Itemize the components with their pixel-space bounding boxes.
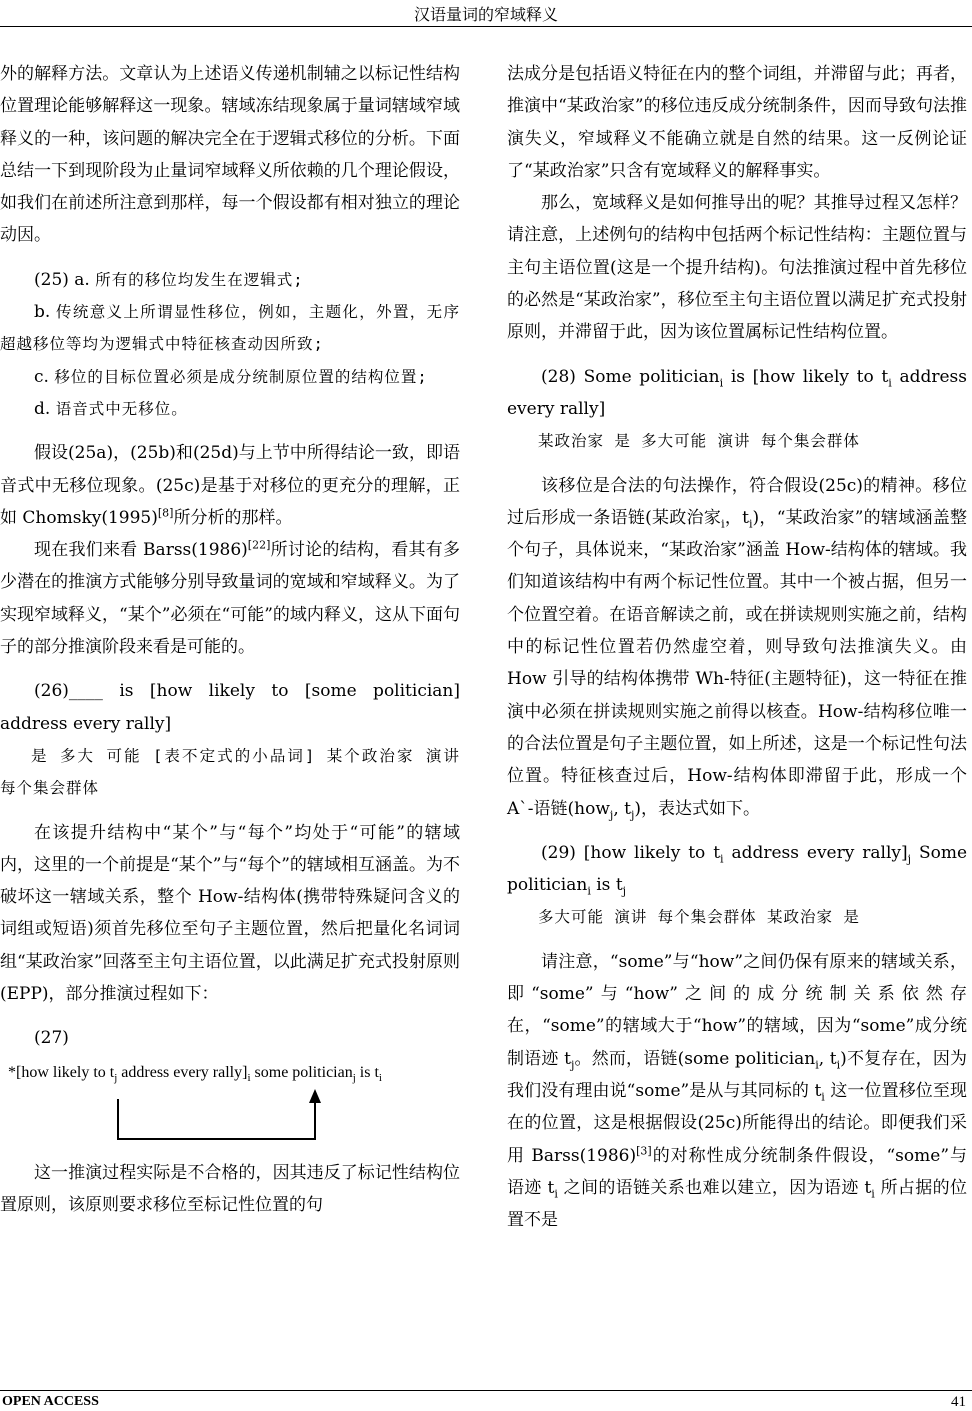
paragraph: 在该提升结构中“某个”与“每个”均处于“可能”的辖域内，这里的一个前提是“某个”与“每个”的辖域相互涵盖。为不破坏这一辖域关系，整个 How-结构体(携带特殊疑问含义的词组或短语)须首先移位至句子主题位置，然后把量化名词词组“某政治家”回落至主句主语位置，以此满足扩充式投射原则(EPP)，部分推演过程如下： [0,822,460,1005]
right-column [507,58,967,1236]
example-29-gloss: 多大可能 演讲 每个集会群体 某政治家 是 [538,908,860,927]
example-25d: d. 语音式中无移位。 [34,398,188,419]
paragraph: 该移位是合法的句法操作，符合假设(25c)的精神。移位过后形成一条语链(某政治家$_i$，$t_i$)，“某政治家”的辖域涵盖整个句子，具体说来，“某政治家”涵盖 How-结构体的辖域。我们知道该结构中有两个标记性位置。其中一个被占据，但另一个位置空着。在语音解读之前，或在拼读规则实施之前，结构中的标记性位置若仍然虚空着，则导致句法推演失义。由 How 引导的结构体携带 Wh-特征(主题特征)，这一特征在推演中必须在拼读规则实施之前得以核查。How-结构移位唯一的合法位置是句子主题位置，如上所述，这是一个标记性句法位置。特征核查过后，How-结构体即滞留于此，形成一个 A`-语链(how$_j$, $t_j$)，表达式如下。 [507,475,967,821]
example-28: (28) Some politician$_i$ is [how likely to $t_i$ address every rally] [507,366,967,419]
footer-open-access: OPEN ACCESS [2,1394,99,1409]
example-25a: (25) a. 所有的移位均发生在逻辑式; [34,269,304,290]
paragraph: 请注意，“some”与“how”之间仍保有原来的辖域关系，即“some”与“how”之间的成分统制关系依然存在，“some”的辖域大于“how”的辖域，因为“some”成分统制语迹 $t_j$。然而，语链(some politician$_i$, $t_i$)不复存在，因为我们没有理由说“some”是从与其同标的 $t_i$ 这一位置移位至现在的位置，这是根据假设(25c)所能得出的结论。即便我们采用 Barss(1986)[3]的对称性成分统制条件假设，“some”与语迹 $t_i$ 之间的语链关系也难以建立，因为语迹 $t_i$ 所占据的位置不是 [507,951,968,1231]
example-25b: b. 传统意义上所谓显性移位，例如，主题化，外置，无序超越移位等均为逻辑式中特征核查动因所致; [0,302,460,354]
paragraph: 法成分是包括语义特征在内的整个词组，并滞留与此；再者，推演中“某政治家”的移位违反成分统制条件，因而导致句法推演失义，窄域释义不能确立就是自然的结果。这一反例论证了“某政治家”只含有宽域释义的解释事实。 [507,64,967,181]
paragraph: 那么，宽域释义是如何推导出的呢？其推导过程又怎样？请注意，上述例句的结构中包括两个标记性结构：主题位置与主句主语位置(这是一个提升结构)。句法推演过程中首先移位的必然是“某政治家”，移位至主句主语位置以满足扩充式投射原则，并滞留于此，因为该位置属标记性结构位置。 [507,193,967,343]
example-25c: c. 移位的目标位置必须是成分统制原位置的结构位置; [34,366,428,387]
paragraph: 假设(25a)，(25b)和(25d)与上节中所得结论一致，即语音式中无移位现象。(25c)是基于对移位的更充分的理解，正如 Chomsky(1995)[8]所分析的那样。 [0,443,460,528]
derivation-formula: *[how likely to $t_j$ address every $rally]_i$ some politician$_j$ is $t_i$ [8,1063,382,1084]
example-26: (26)____ is [how likely to [some politician] address every rally] [0,681,460,734]
running-header: 汉语量词的窄域释义 [413,5,558,24]
footer-rule [0,1390,972,1391]
left-column [0,58,460,1221]
paragraph: 这一推演过程实际是不合格的，因其违反了标记性结构位置原则，该原则要求移位至标记性位置的句 [0,1162,460,1215]
page-number: 41 [951,1394,966,1410]
movement-arrow [0,1057,460,1157]
example-27-derivation [0,1057,460,1157]
example-27-number: (27) [34,1028,69,1049]
paragraph: 外的解释方法。文章认为上述语义传递机制辅之以标记性结构位置理论能够解释这一现象。辖域冻结现象属于量词辖域窄域释义的一种，该问题的解决完全在于逻辑式移位的分析。下面总结一下到现阶段为止量词窄域释义所依赖的几个理论假设，如我们在前述所注意到那样，每一个假设都有相对独立的理论动因。 [0,64,460,246]
header-rule [0,26,972,27]
example-28-gloss: 某政治家 是 多大可能 演讲 每个集会群体 [538,432,860,451]
example-26-gloss: 是 多大 可能 [表不定式的小品词] 某个政治家 演讲 每个集会群体 [0,746,460,798]
paragraph: 现在我们来看 Barss(1986)[22]所讨论的结构，看其有多少潜在的推演方式能够分别导致量词的宽域和窄域释义。为了实现窄域释义，“某个”必须在“可能”的域内释义，这从下面句子的部分推演阶段来看是可能的。 [0,538,460,658]
example-29: (29) [how likely to $t_i$ address every $rally]_j$ Some politician$_i$ is $t_j$ [507,842,968,898]
